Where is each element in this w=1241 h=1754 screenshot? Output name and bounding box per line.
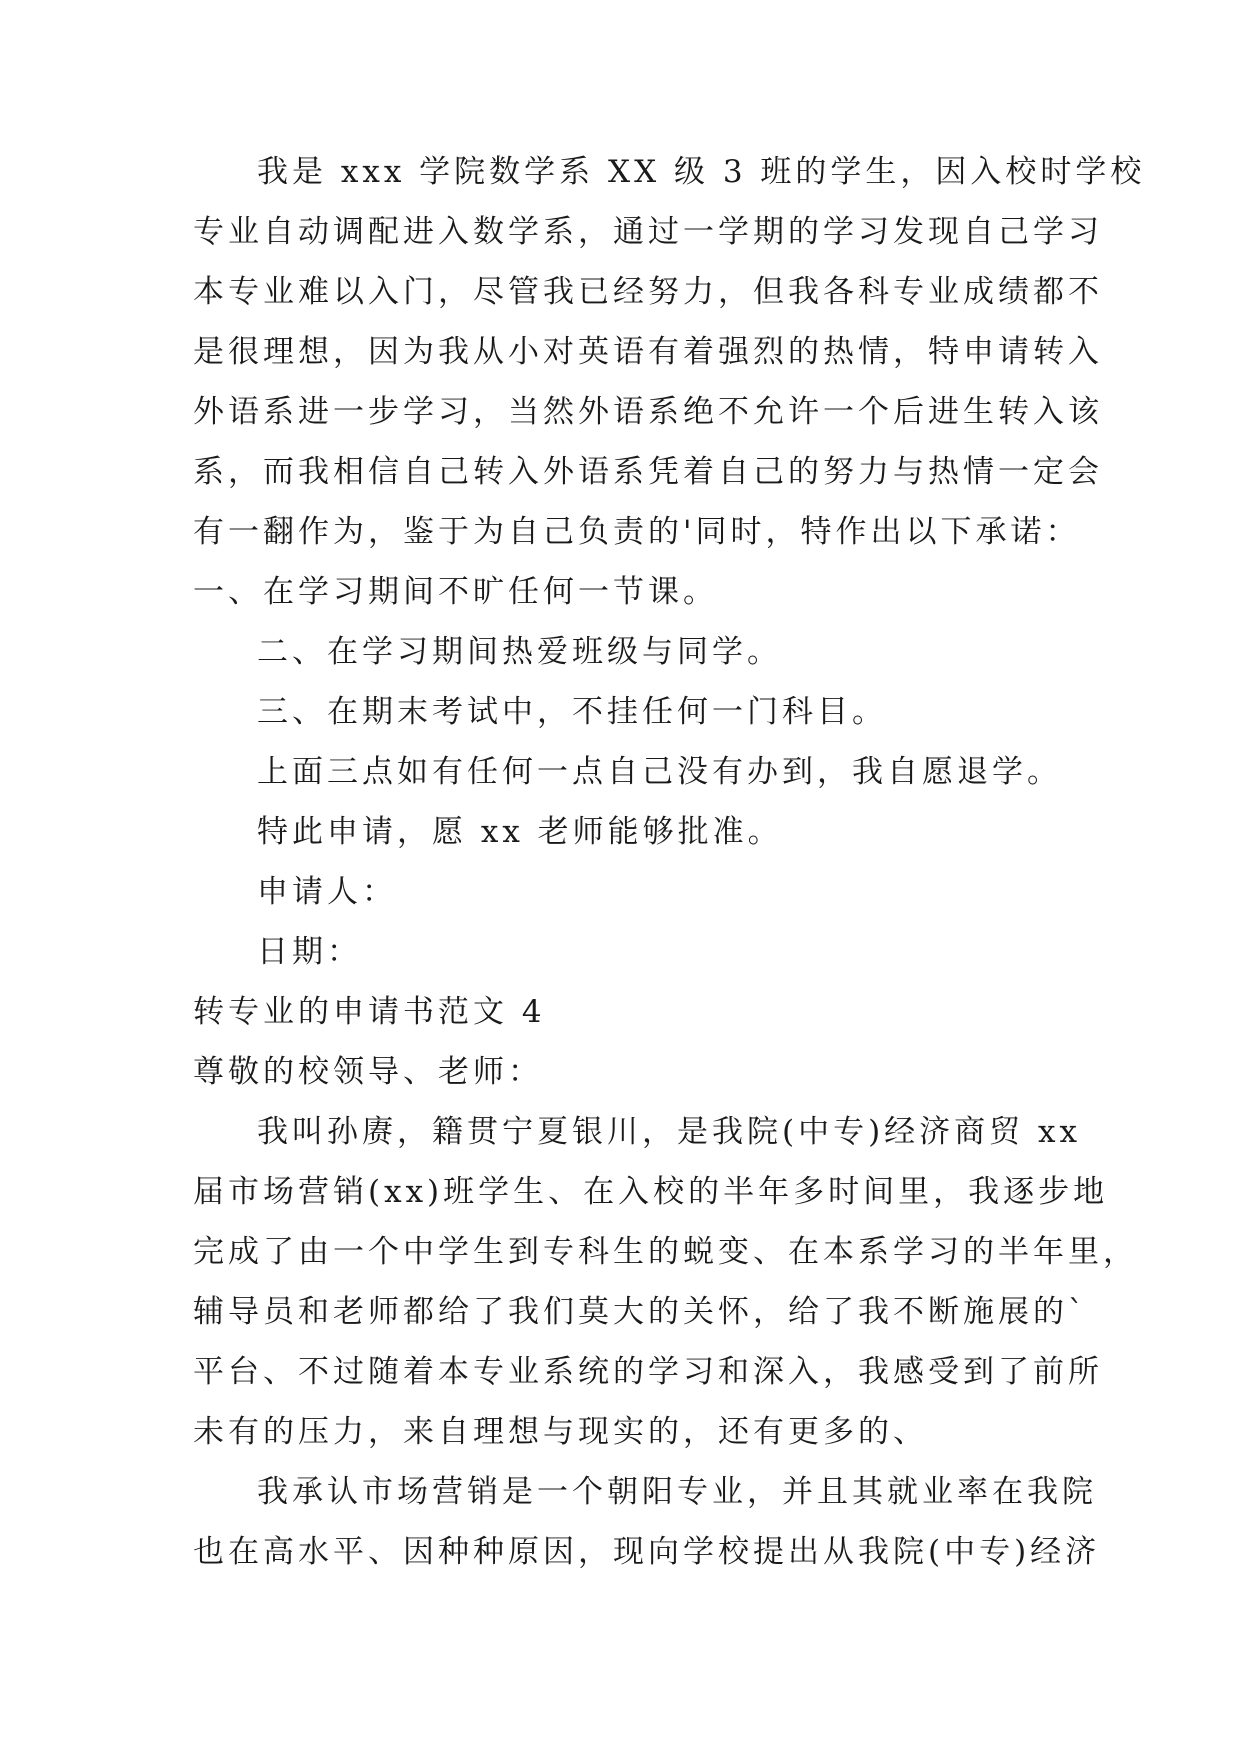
paragraph-line: 特此申请，愿 xx 老师能够批准。 (257, 814, 783, 850)
paragraph-line: 完成了由一个中学生到专科生的蜕变、在本系学习的半年里， (193, 1234, 1138, 1270)
paragraph-line: 专业自动调配进入数学系，通过一学期的学习发现自己学习 (193, 214, 1103, 250)
paragraph-line: 届市场营销(xx)班学生、在入校的半年多时间里，我逐步地 (193, 1174, 1109, 1210)
commitment-item: 二、在学习期间热爱班级与同学。 (257, 634, 782, 670)
paragraph-line: 辅导员和老师都给了我们莫大的关怀，给了我不断施展的` (193, 1294, 1088, 1330)
paragraph-line: 本专业难以入门，尽管我已经努力，但我各科专业成绩都不 (193, 274, 1103, 310)
paragraph-line: 系，而我相信自己转入外语系凭着自己的努力与热情一定会 (193, 454, 1103, 490)
paragraph-line: 平台、不过随着本专业系统的学习和深入，我感受到了前所 (193, 1354, 1103, 1390)
paragraph-line: 有一翻作为，鉴于为自己负责的'同时，特作出以下承诺： (193, 514, 1081, 550)
paragraph-line: 也在高水平、因种种原因，现向学校提出从我院(中专)经济 (193, 1534, 1101, 1570)
paragraph-line: 我是 xxx 学院数学系 XX 级 3 班的学生，因入校时学校 (257, 154, 1146, 190)
applicant-label: 申请人： (257, 874, 397, 910)
date-label: 日期： (257, 934, 362, 970)
commitment-item: 三、在期末考试中，不挂任何一门科目。 (257, 694, 887, 730)
salutation: 尊敬的校领导、老师： (193, 1054, 543, 1090)
paragraph-line: 上面三点如有任何一点自己没有办到，我自愿退学。 (257, 754, 1062, 790)
commitment-item: 一、在学习期间不旷任何一节课。 (193, 574, 718, 610)
paragraph-line: 未有的压力，来自理想与现实的，还有更多的、 (193, 1414, 928, 1450)
paragraph-line: 我承认市场营销是一个朝阳专业，并且其就业率在我院 (257, 1474, 1097, 1510)
section-title: 转专业的申请书范文 4 (193, 994, 546, 1030)
paragraph-line: 我叫孙赓，籍贯宁夏银川，是我院(中专)经济商贸 xx (257, 1114, 1082, 1150)
paragraph-line: 外语系进一步学习，当然外语系绝不允许一个后进生转入该 (193, 394, 1103, 430)
paragraph-line: 是很理想，因为我从小对英语有着强烈的热情，特申请转入 (193, 334, 1103, 370)
